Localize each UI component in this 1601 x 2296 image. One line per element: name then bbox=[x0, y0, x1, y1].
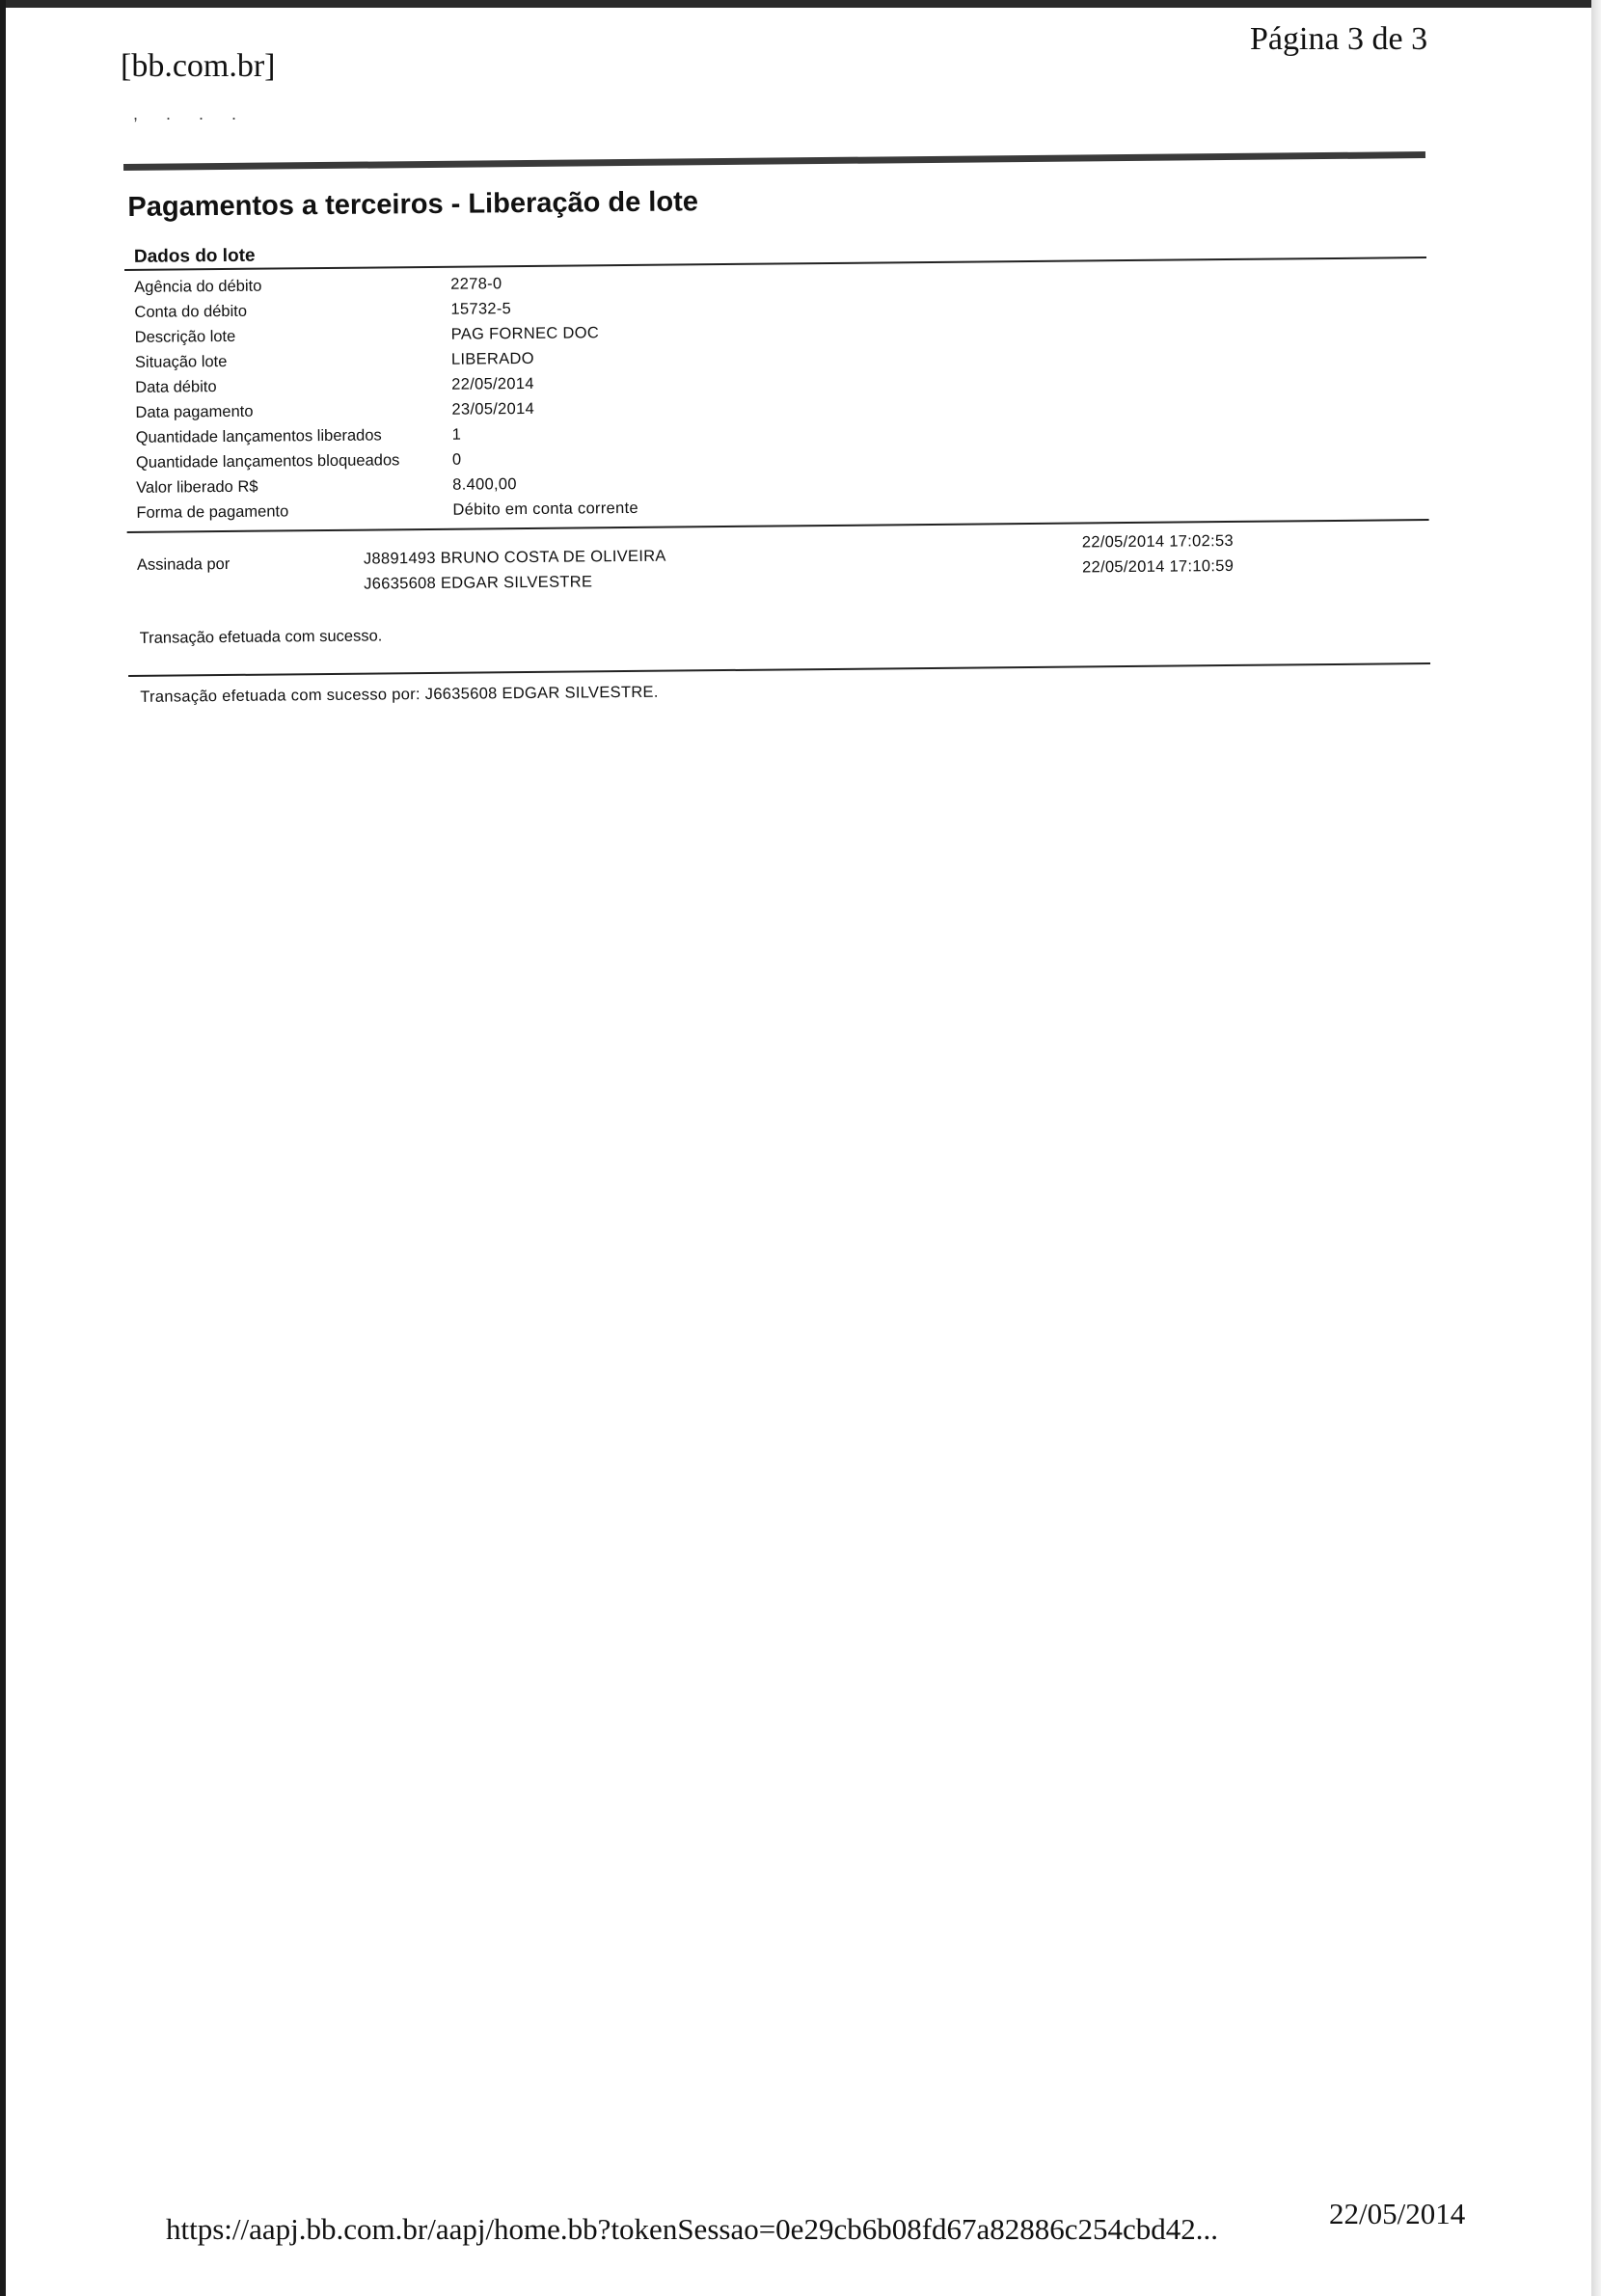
field-list bbox=[124, 262, 1428, 526]
page-title: Pagamentos a terceiros - Liberação de lote bbox=[127, 186, 699, 223]
field-value: 0 bbox=[451, 450, 462, 469]
signature-block bbox=[127, 527, 1430, 605]
bottom-divider bbox=[128, 662, 1430, 677]
signer-name: J6635608 EDGAR SILVESTRE bbox=[364, 573, 593, 593]
signer-datetime: 22/05/2014 17:02:53 bbox=[1081, 531, 1234, 552]
field-label: Agência do débito bbox=[134, 277, 262, 296]
browser-header-site: [bb.com.br] bbox=[121, 48, 276, 84]
field-value: 1 bbox=[451, 425, 462, 444]
scan-top-edge bbox=[0, 0, 1601, 8]
field-value: 2278-0 bbox=[450, 274, 502, 293]
field-label: Data pagamento bbox=[135, 402, 254, 421]
title-divider bbox=[123, 151, 1425, 171]
scan-right-edge bbox=[1591, 0, 1601, 2296]
transaction-message-by: Transação efetuada com sucesso por: J6635608 EDGAR SILVESTRE. bbox=[140, 683, 659, 706]
field-value: 22/05/2014 bbox=[451, 374, 534, 393]
signer-name: J8891493 BRUNO COSTA DE OLIVEIRA bbox=[363, 547, 666, 568]
browser-header-page-indicator: Página 3 de 3 bbox=[1250, 21, 1428, 57]
browser-footer-url: https://aapj.bb.com.br/aapj/home.bb?tokenSessao=0e29cb6b08fd67a82886c254cbd42... bbox=[166, 2212, 1219, 2246]
field-value: 23/05/2014 bbox=[451, 399, 535, 419]
field-label: Forma de pagamento bbox=[136, 501, 289, 522]
section-title: Dados do lote bbox=[133, 245, 256, 267]
field-label: Conta do débito bbox=[134, 302, 248, 321]
signer-datetimes bbox=[1082, 528, 1235, 581]
signature-label: Assinada por bbox=[136, 554, 231, 574]
browser-footer-date: 22/05/2014 bbox=[1329, 2197, 1466, 2230]
field-label: Data débito bbox=[135, 377, 217, 396]
field-label: Situação lote bbox=[134, 352, 228, 371]
field-value: Débito em conta corrente bbox=[452, 499, 639, 519]
field-value: 8.400,00 bbox=[452, 474, 517, 494]
field-label: Valor liberado R$ bbox=[136, 477, 258, 497]
scan-left-edge bbox=[0, 0, 6, 2296]
field-value: PAG FORNEC DOC bbox=[450, 323, 600, 343]
field-label: Quantidade lançamentos bloqueados bbox=[135, 450, 400, 472]
signer-names bbox=[364, 544, 666, 597]
receipt-document bbox=[123, 151, 1430, 707]
transaction-message: Transação efetuada com sucesso. bbox=[139, 627, 383, 647]
field-label: Quantidade lançamentos liberados bbox=[135, 425, 382, 446]
field-value: LIBERADO bbox=[450, 349, 534, 368]
signer-datetime: 22/05/2014 17:10:59 bbox=[1081, 556, 1235, 577]
scan-speckles: , . . . bbox=[133, 104, 249, 123]
field-label: Descrição lote bbox=[134, 327, 236, 346]
field-value: 15732-5 bbox=[450, 299, 512, 318]
